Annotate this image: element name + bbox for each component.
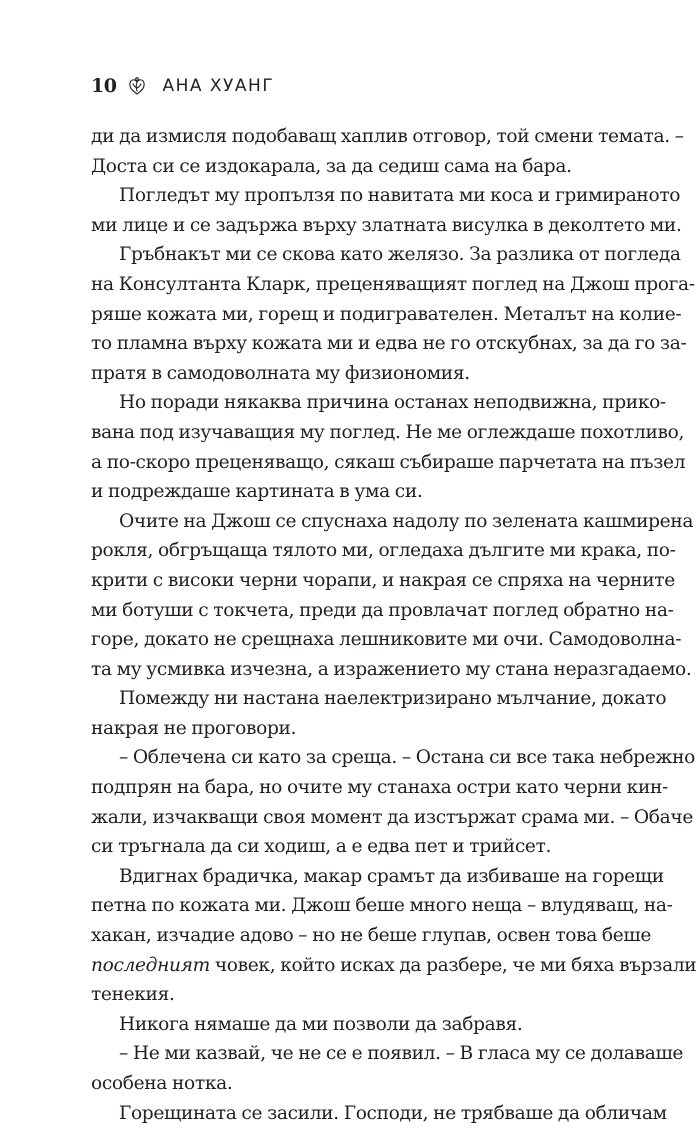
text-line: ди да измисля подобаващ хаплив отговор, той смени темата. – xyxy=(91,126,684,147)
floral-ornament-icon xyxy=(126,75,148,97)
text-line: Никога нямаше да ми позволи да забравя. xyxy=(119,1013,523,1035)
page-number: 10 xyxy=(91,75,117,97)
text-line: хакан, изчадие адово – но не беше глупав, освен това беше xyxy=(91,925,651,947)
text-line: вана под изучаващия му поглед. Не ме оглеждаше похотливо, xyxy=(91,421,685,443)
text-line: Вдигнах брадичка, макар срамът да избиваше на горещи xyxy=(119,865,664,887)
text-line: Доста си се издокарала, за да седиш сама на бара. xyxy=(91,155,572,177)
text-line xyxy=(91,951,697,981)
text-line: – Облечена си като за среща. – Остана си все така небрежно xyxy=(119,747,696,769)
text-line: горе, докато не срещнаха лешниковите ми очи. Самодоволна- xyxy=(91,629,682,651)
text-line: крити с високи черни чорапи, и накрая се спряха на черните xyxy=(91,569,675,591)
text-line: си тръгнала да си ходиш, а е едва пет и трийсет. xyxy=(91,836,552,858)
text-line: Горещината се засили. Господи, не трябваше да обличам xyxy=(119,1102,667,1124)
text-line: Но поради някаква причина останах неподвижна, прико- xyxy=(119,392,666,414)
text-line: жали, изчакващи своя момент да изстържат срама ми. – Обаче xyxy=(91,806,693,828)
body-text xyxy=(91,122,697,1128)
text-line: ми ботуши с токчета, преди да провлачат поглед обратно на- xyxy=(91,599,674,621)
emphasized-word: последният xyxy=(91,954,210,976)
text-line: ряше кожата ми, горещ и подигравателен. Металът на колие- xyxy=(91,303,682,325)
running-head xyxy=(91,72,274,100)
text-line: и подреждаше картината в ума си. xyxy=(91,481,423,503)
text-line: на Консултанта Кларк, преценяващият поглед на Джош прога- xyxy=(91,273,695,295)
text-line: пратя в самодоволната му физиономия. xyxy=(91,362,470,384)
text-line: то пламна върху кожата ми и едва не го отскубнах, за да го за- xyxy=(91,333,687,355)
text-line: Очите на Джош се спуснаха надолу по зелената кашмирена xyxy=(119,510,694,532)
text-line: а по-скоро преценяващо, сякаш събираше парчетата на пъзел xyxy=(91,451,686,473)
text-line: Погледът му пропълзя по навитата ми коса и гримираното xyxy=(119,185,681,207)
text-line: рокля, обгръщаща тялото ми, огледаха дългите ми крака, по- xyxy=(91,540,676,562)
text-line: особена нотка. xyxy=(91,1073,233,1094)
text-line: подпрян на бара, но очите му станаха остри като черни кин- xyxy=(91,777,668,799)
text-line: Гръбнакът ми се скова като желязо. За разлика от погледа xyxy=(119,244,681,266)
text-line: тенекия. xyxy=(91,984,175,1006)
text-line: та му усмивка изчезна, а изражението му стана неразгадаемо. xyxy=(91,658,692,680)
text-line: Помежду ни настана наелектризирано мълчание, докато xyxy=(119,688,667,710)
text-line: ми лице и се задържа върху златната висулка в деколтето ми. xyxy=(91,214,682,236)
text-span: човек, който исках да разбере, че ми бяха вързали xyxy=(214,954,697,976)
text-line: накрая не проговори. xyxy=(91,717,297,739)
text-line: петна по кожата ми. Джош беше много неща – влудяващ, на- xyxy=(91,895,673,917)
author-name: АНА ХУАНГ xyxy=(162,76,275,96)
text-line: – Не ми казвай, че не се е появил. – В гласа му се долаваше xyxy=(119,1043,684,1065)
